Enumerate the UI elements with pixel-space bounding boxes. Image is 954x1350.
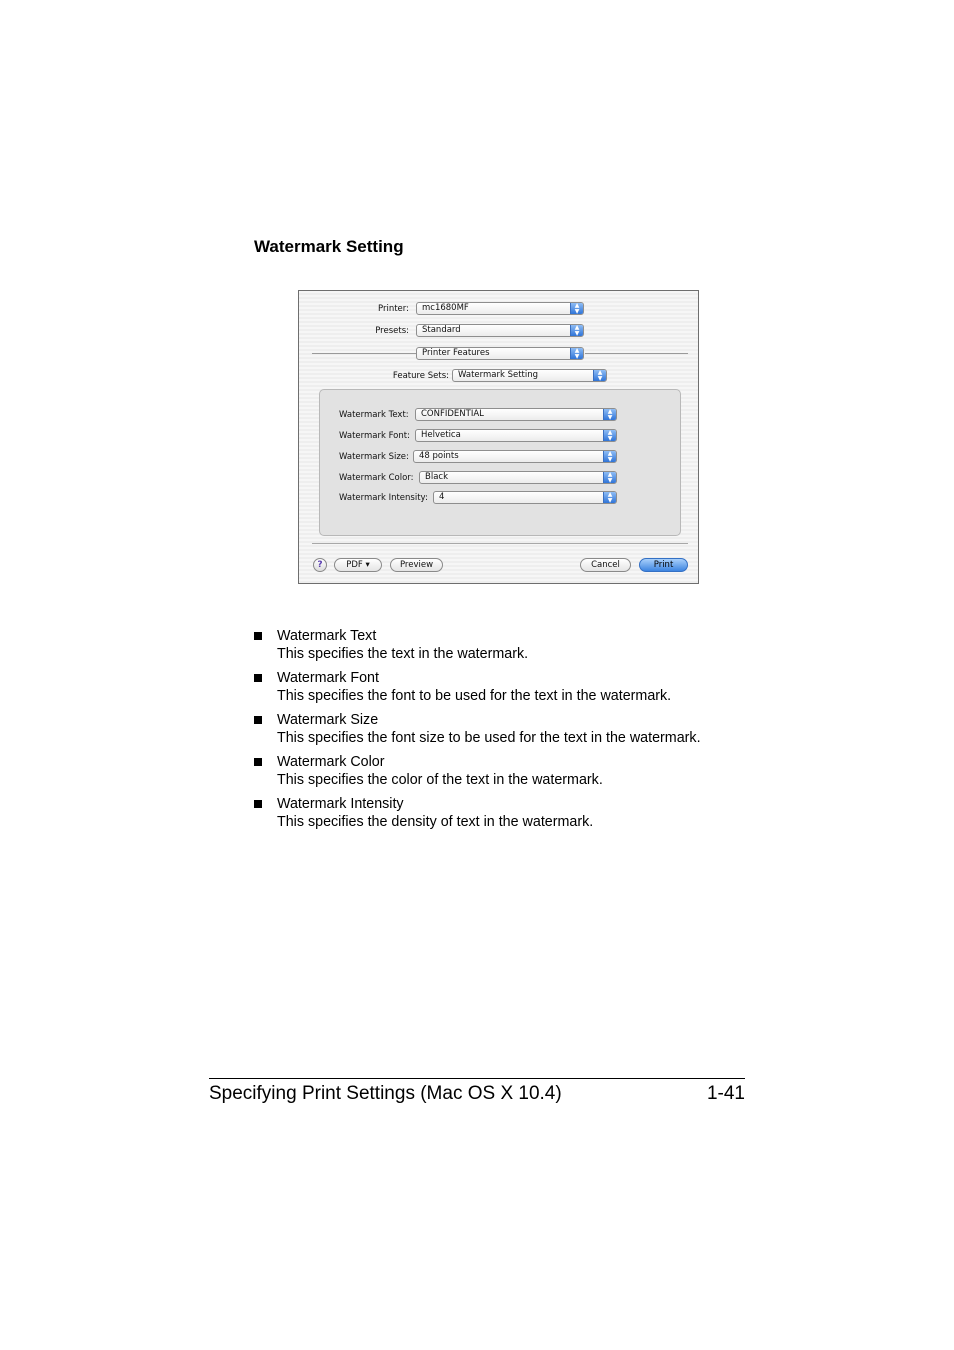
list-item — [254, 754, 701, 789]
page-number: 1-41 — [706, 1083, 745, 1104]
popup-arrows-icon: ▲ ▼ — [603, 472, 616, 483]
preview-button[interactable]: Preview — [390, 558, 443, 572]
list-item-term: Watermark Font — [277, 670, 379, 686]
list-item-description: This specifies the color of the text in the watermark. — [277, 771, 603, 788]
option-list — [254, 628, 701, 838]
feature-sets-popup[interactable] — [452, 369, 607, 382]
watermark-color-label: Watermark Color: — [339, 473, 414, 483]
watermark-intensity-label: Watermark Intensity: — [339, 493, 428, 503]
list-item — [254, 628, 701, 663]
watermark-font-popup[interactable] — [415, 429, 617, 442]
watermark-color-value: Black — [425, 472, 448, 482]
panel-popup[interactable] — [416, 347, 584, 360]
separator-right — [585, 353, 688, 354]
list-item — [254, 670, 701, 705]
popup-arrows-icon: ▲ ▼ — [570, 348, 583, 359]
list-item — [254, 796, 701, 831]
section-title: Watermark Setting — [254, 237, 404, 256]
separator-left — [312, 353, 416, 354]
presets-value: Standard — [422, 325, 461, 335]
help-button[interactable]: ? — [313, 558, 327, 572]
printer-value: mc1680MF — [422, 303, 469, 313]
list-item — [254, 712, 701, 747]
panel-value: Printer Features — [422, 348, 490, 358]
print-dialog — [298, 290, 699, 584]
watermark-intensity-popup[interactable] — [433, 491, 617, 504]
bottom-separator — [312, 543, 688, 544]
popup-arrows-icon: ▲ ▼ — [603, 430, 616, 441]
watermark-size-label: Watermark Size: — [339, 452, 409, 462]
watermark-color-popup[interactable] — [419, 471, 617, 484]
popup-arrows-icon: ▲ ▼ — [603, 451, 616, 462]
watermark-intensity-value: 4 — [439, 492, 445, 502]
popup-arrows-icon: ▲ ▼ — [603, 492, 616, 503]
watermark-size-popup[interactable] — [413, 450, 617, 463]
list-item-description: This specifies the density of text in the watermark. — [277, 813, 594, 830]
list-item-description: This specifies the font size to be used for the text in the watermark. — [277, 729, 701, 746]
feature-sets-label: Feature Sets: — [392, 371, 449, 381]
presets-popup[interactable] — [416, 324, 584, 337]
popup-arrows-icon: ▲ ▼ — [570, 325, 583, 336]
bullet-square-icon — [254, 758, 262, 766]
cancel-button[interactable]: Cancel — [580, 558, 631, 572]
watermark-font-value: Helvetica — [421, 430, 461, 440]
popup-arrows-icon: ▲ ▼ — [593, 370, 606, 381]
printer-popup[interactable] — [416, 302, 584, 315]
bullet-square-icon — [254, 716, 262, 724]
list-item-description: This specifies the text in the watermark. — [277, 645, 529, 662]
watermark-text-popup[interactable] — [415, 408, 617, 421]
list-item-description: This specifies the font to be used for the text in the watermark. — [277, 687, 672, 704]
watermark-font-label: Watermark Font: — [339, 431, 410, 441]
pdf-button[interactable]: PDF ▾ — [334, 558, 382, 572]
footer-rule — [209, 1078, 745, 1079]
footer-title: Specifying Print Settings (Mac OS X 10.4) — [209, 1083, 562, 1104]
bullet-square-icon — [254, 800, 262, 808]
list-item-term: Watermark Size — [277, 712, 379, 728]
popup-arrows-icon: ▲ ▼ — [570, 303, 583, 314]
list-item-term: Watermark Intensity — [277, 796, 404, 812]
list-item-term: Watermark Text — [277, 628, 377, 644]
list-item-term: Watermark Color — [277, 754, 385, 770]
watermark-text-label: Watermark Text: — [339, 410, 409, 420]
feature-sets-value: Watermark Setting — [458, 370, 539, 380]
bullet-square-icon — [254, 674, 262, 682]
print-button[interactable]: Print — [639, 558, 688, 572]
watermark-text-value: CONFIDENTIAL — [421, 409, 484, 419]
printer-label: Printer: — [378, 304, 409, 314]
presets-label: Presets: — [375, 326, 409, 336]
popup-arrows-icon: ▲ ▼ — [603, 409, 616, 420]
bullet-square-icon — [254, 632, 262, 640]
watermark-size-value: 48 points — [419, 451, 459, 461]
